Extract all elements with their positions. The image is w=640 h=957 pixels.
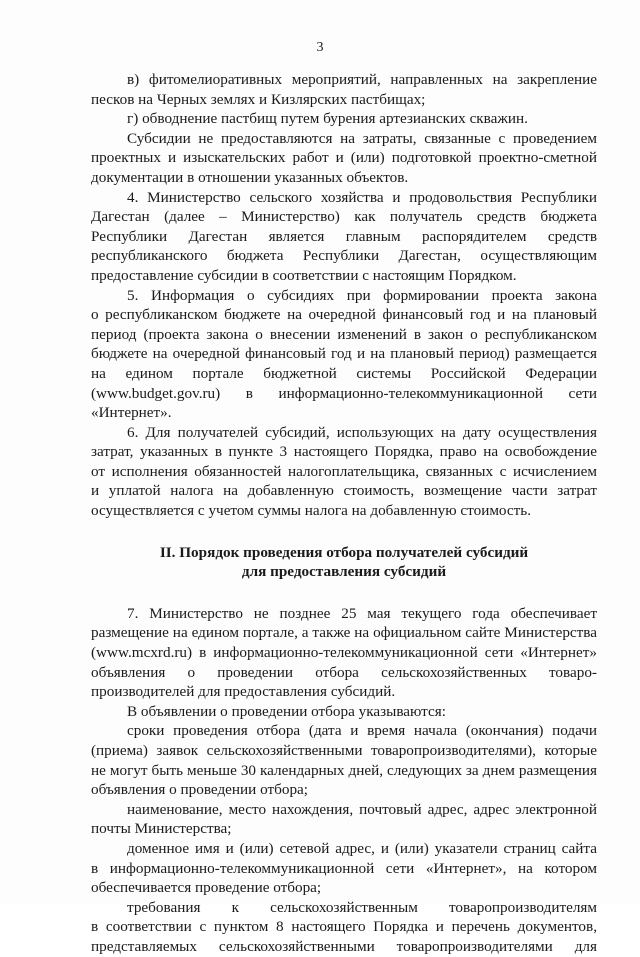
text-line: производителей для предоставления субсидий.	[91, 683, 396, 701]
text-line: Субсидии не предоставляются на затраты, связанные с проведением	[127, 129, 597, 147]
paragraph	[91, 109, 597, 129]
paragraph	[91, 721, 597, 799]
text-line: на едином портале бюджетной системы Российской Федерации	[91, 364, 597, 382]
text-line: не могут быть меньше 30 календарных дней, следующих за днем размещения	[91, 761, 597, 779]
heading-line: для предоставления субсидий	[241, 563, 447, 581]
text-line: Республики Дагестан является главным распорядителем средств	[91, 227, 597, 245]
text-line: «Интернет».	[91, 404, 172, 422]
paragraph	[91, 839, 597, 898]
text-line: г) обводнение пастбищ путем бурения артезианских скважин.	[127, 110, 528, 128]
text-line: объявления о проведении отбора сельскохозяйственных товаро-	[91, 663, 597, 681]
paragraph	[91, 702, 597, 722]
text-line: в соответствии с пунктом 8 настоящего Порядка и перечень документов,	[91, 918, 597, 936]
paragraph	[91, 898, 597, 957]
document-body	[91, 70, 597, 957]
text-line: проектных и изыскательских работ и (или) подготовкой проектно-сметной	[91, 149, 597, 167]
page-number: 3	[316, 40, 324, 55]
text-line: 6. Для получателей субсидий, использующих на дату осуществления	[127, 423, 597, 441]
text-line: Дагестан (далее – Министерство) как получатель средств бюджета	[91, 208, 597, 226]
text-line: В объявлении о проведении отбора указываются:	[127, 702, 446, 720]
text-line: о республиканском бюджете на очередной финансовый год и на плановый	[91, 306, 597, 324]
text-line: от исполнения обязанностей налогоплательщика, связанных с исчислением	[91, 462, 597, 480]
paragraph	[91, 286, 597, 423]
text-line: и уплатой налога на добавленную стоимость, возмещение части затрат	[91, 482, 597, 500]
text-line: осуществляется с учетом суммы налога на добавленную стоимость.	[91, 502, 531, 520]
text-line: (www.budget.gov.ru) в информационно-телекоммуникационной сети	[91, 384, 597, 402]
text-line: в) фитомелиоративных мероприятий, направленных на закрепление	[127, 71, 597, 88]
text-line: сроки проведения отбора (дата и время начала (окончания) подачи	[127, 722, 597, 740]
section-heading	[91, 543, 597, 582]
paragraph	[91, 188, 597, 286]
section-spacer	[91, 521, 597, 543]
text-line: затрат, указанных в пункте 3 настоящего Порядка, право на освобождение	[91, 443, 597, 461]
text-line: доменное имя и (или) сетевой адрес, и (или) указатели страниц сайта	[127, 839, 597, 857]
paragraph	[91, 423, 597, 521]
text-line: республиканского бюджета Республики Дагестан, осуществляющим	[91, 247, 597, 265]
text-line: представляемых сельскохозяйственными товаропроизводителями для	[91, 937, 597, 955]
heading-line: II. Порядок проведения отбора получателей субсидий	[159, 543, 529, 561]
text-line: наименование, место нахождения, почтовый адрес, адрес электронной	[127, 800, 597, 818]
text-line: 7. Министерство не позднее 25 мая текущего года обеспечивает	[127, 604, 597, 622]
text-line: (приема) заявок сельскохозяйственными товаропроизводителями), которые	[91, 742, 597, 759]
text-line: размещение на едином портале, а также на официальном сайте Министерства	[91, 624, 597, 642]
paragraph	[91, 129, 597, 188]
text-line: период (проекта закона о внесении изменений в закон о республиканском	[91, 325, 597, 343]
text-line: предоставление субсидии в соответствии с настоящим Порядком.	[91, 266, 517, 284]
text-line: бюджете на очередной финансовый год и на плановый период) размещается	[91, 345, 597, 363]
text-line: песков на Черных землях и Кизлярских пастбищах;	[91, 90, 426, 108]
text-line: требования к сельскохозяйственным товаропроизводителям	[127, 898, 597, 916]
text-line: документации в отношении указанных объектов.	[91, 168, 409, 186]
text-line: 5. Информация о субсидиях при формировании проекта закона	[127, 286, 597, 304]
text-line: (www.mcxrd.ru) в информационно-телекоммуникационной сети «Интернет»	[91, 644, 597, 662]
text-line: обеспечивается проведение отбора;	[91, 879, 322, 897]
text-line: объявления о проведении отбора;	[91, 781, 308, 799]
paragraph	[91, 70, 597, 109]
section-spacer	[91, 582, 597, 604]
text-line: в информационно-телекоммуникационной сети «Интернет», на котором	[91, 859, 597, 877]
text-line: 4. Министерство сельского хозяйства и продовольствия Республики	[127, 188, 597, 206]
paragraph	[91, 604, 597, 702]
text-line: почты Министерства;	[91, 820, 232, 838]
paragraph	[91, 800, 597, 839]
